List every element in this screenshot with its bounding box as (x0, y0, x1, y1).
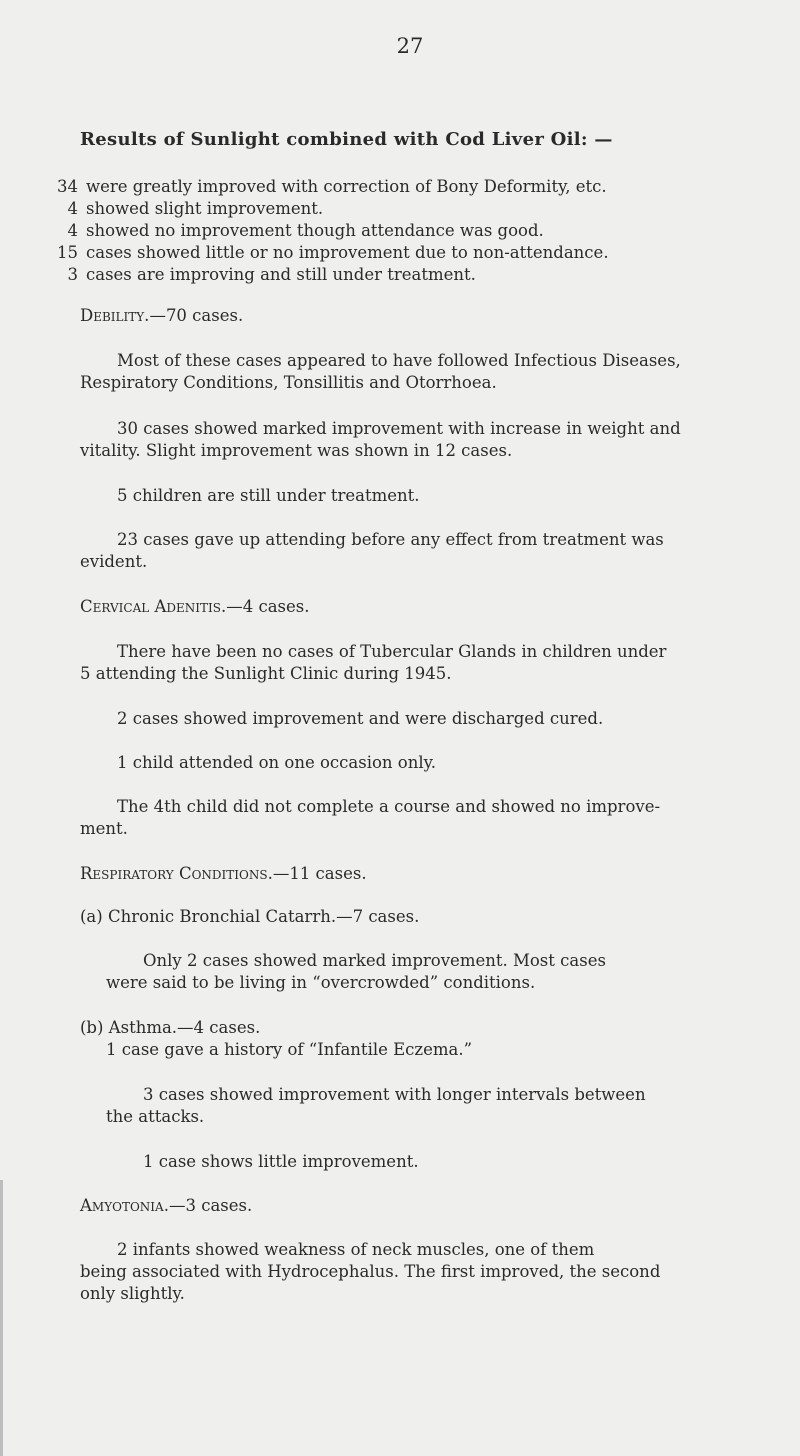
cervical-heading (80, 597, 309, 617)
results-item (50, 199, 323, 219)
results-item-text: cases are improving and still under treatment. (86, 265, 476, 284)
page-edge-shadow (0, 1180, 3, 1456)
results-item-text: showed no improvement though attendance was good. (86, 221, 544, 240)
respiratory-paragraph: 3 cases showed improvement with longer intervals between (143, 1085, 646, 1104)
cervical-paragraph: There have been no cases of Tubercular Glands in children under (117, 642, 667, 661)
page-number: 27 (396, 34, 424, 58)
results-item (50, 265, 476, 285)
results-heading: Results of Sunlight combined with Cod Liver Oil: — (80, 129, 613, 150)
debility-paragraph: 30 cases showed marked improvement with increase in weight and (117, 419, 681, 438)
results-item (50, 177, 607, 197)
cervical-paragraph: The 4th child did not complete a course and showed no improve- (117, 797, 661, 816)
results-item-number: 3 (67, 265, 78, 284)
results-item-text: were greatly improved with correction of Bony Deformity, etc. (86, 177, 607, 196)
respiratory-paragraph: were said to be living in “overcrowded” conditions. (106, 973, 536, 992)
results-item-number: 4 (67, 221, 78, 240)
respiratory-paragraph: 1 case gave a history of “Infantile Eczema.” (106, 1040, 473, 1059)
cervical-heading-count: —4 cases. (226, 597, 310, 616)
respiratory-heading-label: Respiratory Conditions. (80, 864, 273, 883)
results-item-text: cases showed little or no improvement due to non-attendance. (86, 243, 609, 262)
debility-heading-count: —70 cases. (149, 306, 244, 325)
cervical-paragraph: 5 attending the Sunlight Clinic during 1945. (80, 664, 452, 683)
debility-paragraph: Respiratory Conditions, Tonsillitis and Otorrhoea. (80, 373, 497, 392)
respiratory-paragraph: the attacks. (106, 1107, 205, 1126)
cervical-heading-label: Cervical Adenitis. (80, 597, 227, 616)
amyotonia-paragraph: 2 infants showed weakness of neck muscles, one of them (117, 1240, 595, 1259)
results-item-number: 34 (57, 177, 78, 196)
debility-paragraph: Most of these cases appeared to have followed Infectious Diseases, (117, 351, 681, 370)
amyotonia-paragraph: only slightly. (80, 1284, 185, 1303)
debility-heading-label: Debility. (80, 306, 150, 325)
respiratory-heading (80, 864, 367, 884)
results-item (50, 243, 609, 263)
results-item-number: 4 (67, 199, 78, 218)
respiratory-subheading-a: (a) Chronic Bronchial Catarrh.—7 cases. (80, 907, 420, 926)
debility-paragraph: 5 children are still under treatment. (117, 486, 420, 505)
results-item-text: showed slight improvement. (86, 199, 324, 218)
cervical-paragraph: ment. (80, 819, 128, 838)
debility-heading (80, 306, 243, 326)
respiratory-heading-count: —11 cases. (272, 864, 367, 883)
amyotonia-heading-count: —3 cases. (168, 1196, 253, 1215)
debility-paragraph: 23 cases gave up attending before any effect from treatment was (117, 530, 664, 549)
respiratory-subheading-b: (b) Asthma.—4 cases. (80, 1018, 261, 1037)
results-item (50, 221, 544, 241)
respiratory-paragraph: Only 2 cases showed marked improvement. Most cases (143, 951, 606, 970)
respiratory-paragraph: 1 case shows little improvement. (143, 1152, 419, 1171)
cervical-paragraph: 2 cases showed improvement and were discharged cured. (117, 709, 604, 728)
debility-paragraph: vitality. Slight improvement was shown in 12 cases. (80, 441, 513, 460)
results-item-number: 15 (57, 243, 78, 262)
amyotonia-paragraph: being associated with Hydrocephalus. The first improved, the second (80, 1262, 661, 1281)
cervical-paragraph: 1 child attended on one occasion only. (117, 753, 436, 772)
amyotonia-heading-label: Amyotonia. (80, 1196, 169, 1215)
debility-paragraph: evident. (80, 552, 148, 571)
amyotonia-heading (80, 1196, 252, 1216)
